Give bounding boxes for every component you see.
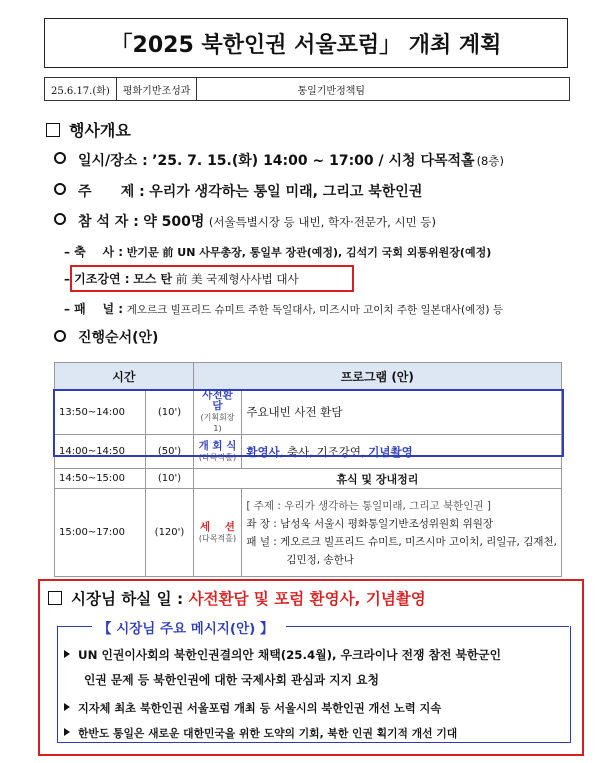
- message-box-border: [286, 626, 569, 627]
- meta-date: 25.6.17.(화): [45, 78, 117, 100]
- circle-bullet-icon: [54, 183, 66, 195]
- attendees-line: 참 석 자 : 약 500명 (서울특별시장 등 내빈, 학자·전문가, 시민 등): [54, 211, 436, 231]
- message-item-cont: 인권 문제 등 북한인권에 대한 국제사회 관심과 지지 요청: [84, 673, 379, 687]
- keynote-line: – 기조강연 : 모스 탄 前 美 국제형사사법 대사: [64, 272, 299, 286]
- triangle-bullet-icon: [64, 728, 70, 736]
- program-heading: 진행순서(안): [54, 327, 158, 347]
- meta-dept: 평화기반조성과: [117, 78, 198, 100]
- triangle-bullet-icon: [64, 650, 70, 658]
- circle-bullet-icon: [54, 330, 66, 342]
- message-item: 지자체 최초 북한인권 서울포럼 개최 등 서울시의 북한인권 개선 노력 지속: [64, 700, 441, 716]
- table-row: 14:50~15:00 (10') 휴식 및 장내정리: [55, 469, 562, 489]
- square-icon: [46, 123, 60, 137]
- document-title: 「2025 북한인권 서울포럼」 개최 계획: [44, 18, 568, 68]
- table-row: 15:00~17:00 (120') 세 션 (다목적홀) [ 주제 : 우리가 생각하는 통일미래, 그리고 북한인권 ] 좌 장 : 남성욱 서울시 평화통일기반조성위원회 위원장 패 널 : 게오르크 빌프리드 슈미트, 미즈시마 고이치, 리일규, 김재천, 김민정, 송한나: [55, 489, 562, 577]
- program-table: [54, 362, 562, 577]
- table-row: 13:50~14:00 (10') 사전환담 (기획회장1) 주요내빈 사전 환담: [55, 390, 562, 435]
- meta-team: 통일기반정책팀: [297, 85, 366, 97]
- congrats-line: – 축 사 : 반기문 前 UN 사무총장, 통일부 장관(예정), 김석기 국회 외통위원장(예정): [64, 245, 492, 259]
- message-item: 한반도 통일은 새로운 대한민국을 위한 도약의 기회, 북한 인권 획기적 개선 기대: [64, 726, 457, 741]
- message-item: UN 인권이사회의 북한인권결의안 채택(25.4월), 우크라이나 전쟁 참전 북한군인: [64, 646, 501, 663]
- message-box-border: [57, 626, 92, 627]
- table-header-row: [55, 363, 562, 390]
- col-program: 프로그램 (안): [193, 363, 561, 390]
- circle-bullet-icon: [54, 152, 66, 164]
- square-icon: [48, 591, 62, 605]
- message-title: 【 시장님 주요 메시지(안) 】: [92, 617, 280, 637]
- overview-heading: 행사개요: [46, 118, 131, 141]
- triangle-bullet-icon: [64, 703, 70, 711]
- col-time: 시간: [55, 363, 194, 390]
- circle-bullet-icon: [54, 213, 66, 225]
- panel-line: – 패 널 : 게오르크 빌프리드 슈미트 주한 독일대사, 미즈시마 고이치 주한 일본대사(예정) 등: [64, 302, 504, 316]
- meta-row: [44, 77, 570, 101]
- table-row: 14:00~14:50 (50') 개 회 식 (다목적홀) 환영사, 축사, 기조강연, 기념촬영: [55, 435, 562, 469]
- theme-line: 주 제 : 우리가 생각하는 통일 미래, 그리고 북한인권: [54, 181, 422, 201]
- datetime-line: 일시/장소 : ’25. 7. 15.(화) 14:00 ~ 17:00 / 시청 다목적홀 (8층): [54, 150, 504, 170]
- mayor-heading: 시장님 하실 일 : 사전환담 및 포럼 환영사, 기념촬영: [48, 587, 426, 609]
